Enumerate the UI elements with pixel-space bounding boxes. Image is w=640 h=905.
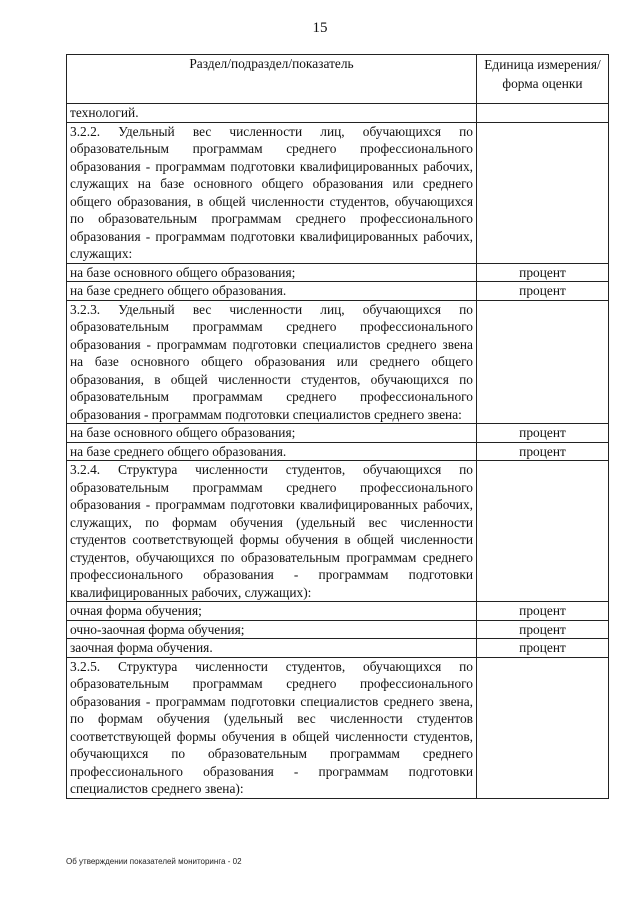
- header-section: Раздел/подраздел/показатель: [67, 55, 477, 104]
- row-text: на базе основного общего образования;: [67, 424, 477, 443]
- table-row: [67, 300, 609, 424]
- row-text: 3.2.5. Структура численности студентов, обучающихся по образовательным программам среднего профессионального образования - программам подготовки специалистов среднего звена, по формам обучения (удельный вес численности студентов соответствующей формы обучения в общей численности студентов, обучающихся по образовательным программам среднего профессионального образования - программам подготовки специалистов среднего звена):: [67, 657, 477, 798]
- row-text: на базе основного общего образования;: [67, 263, 477, 282]
- row-text: 3.2.4. Структура численности студентов, обучающихся по образовательным программам среднего профессионального образования - программам подготовки квалифицированных рабочих, служащих, по формам обучения (удельный вес численности студентов соответствующей формы обучения в общей численности студентов, обучающихся по образовательным программам среднего профессионального образования - программам подготовки квалифицированных рабочих, служащих):: [67, 461, 477, 602]
- row-text: на базе среднего общего образования.: [67, 282, 477, 301]
- row-unit: процент: [477, 639, 609, 658]
- row-unit: [477, 657, 609, 798]
- row-text: на базе среднего общего образования.: [67, 442, 477, 461]
- page-number: 15: [312, 20, 328, 36]
- header-unit: Единица измерения/ форма оценки: [477, 55, 609, 104]
- row-unit: [477, 122, 609, 263]
- table-row: [67, 263, 609, 282]
- table-row: [67, 657, 609, 798]
- table-row: [67, 122, 609, 263]
- row-text: 3.2.2. Удельный вес численности лиц, обучающихся по образовательным программам среднего профессионального образования - программам подготовки квалифицированных рабочих, служащих на базе основного общего образования или среднего общего образования, в общей численности студентов, обучающихся по образовательным программам среднего профессионального образования - программам подготовки квалифицированных рабочих, служащих:: [67, 122, 477, 263]
- table-row: [67, 104, 609, 123]
- table-row: [67, 442, 609, 461]
- row-unit: процент: [477, 602, 609, 621]
- table-row: [67, 602, 609, 621]
- table-row: [67, 461, 609, 602]
- indicators-table: [66, 54, 609, 799]
- table-row: [67, 639, 609, 658]
- row-unit: процент: [477, 442, 609, 461]
- table-row: [67, 620, 609, 639]
- row-unit: [477, 461, 609, 602]
- table-row: [67, 282, 609, 301]
- row-unit: процент: [477, 424, 609, 443]
- table-row: [67, 424, 609, 443]
- row-unit: процент: [477, 282, 609, 301]
- row-unit: [477, 300, 609, 424]
- row-text: очная форма обучения;: [67, 602, 477, 621]
- footer-note: Об утверждении показателей мониторинга - 02: [66, 857, 242, 866]
- row-unit: процент: [477, 620, 609, 639]
- row-text: очно-заочная форма обучения;: [67, 620, 477, 639]
- row-text: заочная форма обучения.: [67, 639, 477, 658]
- row-unit: [477, 104, 609, 123]
- row-unit: процент: [477, 263, 609, 282]
- row-text: технологий.: [67, 104, 477, 123]
- row-text: 3.2.3. Удельный вес численности лиц, обучающихся по образовательным программам среднего профессионального образования - программам подготовки специалистов среднего звена на базе основного общего образования или среднего общего образования, в общей численности студентов, обучающихся по образовательным программам среднего профессионального образования - программам подготовки специалистов среднего звена:: [67, 300, 477, 424]
- table-header-row: [67, 55, 609, 104]
